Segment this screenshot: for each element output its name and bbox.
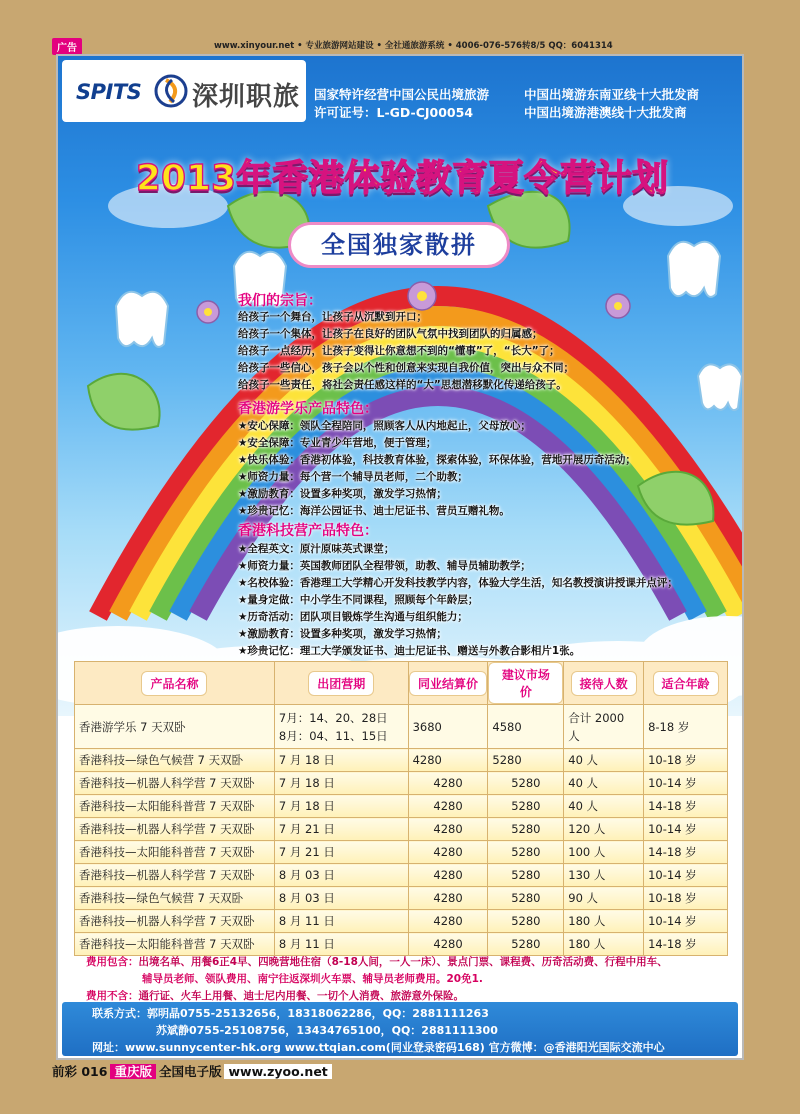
cell-age: 8-18 岁	[644, 705, 728, 749]
col-header-product: 产品名称	[75, 662, 275, 705]
top-info-line: www.xinyour.net • 专业旅游网站建设 • 全社通旅游系统 • 4006-076-576转8/5 QQ：6041314	[214, 41, 613, 51]
col-header-age: 适合年龄	[644, 662, 728, 705]
poster-banner	[58, 56, 742, 716]
page-number: 前彩 016	[52, 1064, 108, 1079]
cell-age: 14-18 岁	[644, 933, 728, 956]
main-title: 2013年香港体验教育夏令营计划	[135, 158, 669, 199]
fees-exclude-text: 通行证、火车上用餐、迪士尼内用餐、一切个人消费、旅游意外保险。	[138, 990, 464, 1002]
cell-dates: 8 月 11 日	[274, 910, 408, 933]
price-table	[74, 661, 728, 956]
hk-study-feature: ★师资力量：每个营一个辅导员老师，二个助教；	[238, 471, 468, 483]
cell-trade-price: 4280	[408, 772, 488, 795]
license-block-right	[524, 86, 699, 122]
contact-line-1: 联系方式：郭明晶0755-25132656，18318062286，QQ：2881111263	[92, 1007, 489, 1020]
cell-people: 40 人	[564, 772, 644, 795]
company-logo	[62, 60, 306, 122]
cell-product: 香港科技—机器人科学营 7 天双卧	[75, 818, 275, 841]
table-row	[75, 818, 728, 841]
contact-panel	[62, 1002, 738, 1056]
table-header-row	[75, 662, 728, 705]
cell-market-price: 5280	[488, 818, 564, 841]
col-header-dates: 出团营期	[274, 662, 408, 705]
page-footer	[52, 1062, 332, 1082]
cell-market-price: 5280	[488, 910, 564, 933]
cell-product: 香港游学乐 7 天双卧	[75, 705, 275, 749]
col-header-market-price: 建议市场价	[488, 662, 564, 705]
hk-tech-feature: ★量身定做：中小学生不同课程，照顾每个年龄层；	[238, 594, 479, 606]
license-line-4: 中国出境游港澳线十大批发商	[524, 105, 687, 120]
cell-market-price: 5280	[488, 933, 564, 956]
cell-dates	[274, 705, 408, 749]
cell-people: 130 人	[564, 864, 644, 887]
cell-people: 合计 2000 人	[564, 705, 644, 749]
purpose-heading: 我们的宗旨：	[238, 293, 322, 309]
fees-include-cont: 辅导员老师、领队费用、南宁往返深圳火车票、辅导员老师费用。20免1.	[142, 973, 483, 985]
purpose-line: 给孩子一个舞台，让孩子从沉默到开口；	[238, 311, 427, 323]
advert-sheet	[56, 54, 744, 1060]
cell-trade-price: 4280	[408, 933, 488, 956]
fees-block	[86, 954, 726, 1005]
fees-include-text: 出境名单、用餐6正4早、四晚营地住宿（8-18人间，一人一床）、景点门票、课程费、历奇活动费、行程中用车、	[138, 956, 668, 968]
purpose-line: 给孩子一些信心，孩子会以个性和创意来实现自我价值，突出与众不同；	[238, 362, 574, 374]
cell-dates: 7 月 18 日	[274, 795, 408, 818]
cell-people: 40 人	[564, 795, 644, 818]
dates-line: 7月：14、20、28日	[278, 710, 388, 725]
cell-trade-price: 4280	[408, 887, 488, 910]
license-block-left	[314, 86, 489, 122]
cell-trade-price: 4280	[408, 749, 488, 772]
cell-market-price: 5280	[488, 887, 564, 910]
fees-include-label: 费用包含：	[86, 956, 139, 968]
cell-product: 香港科技—机器人科学营 7 天双卧	[75, 864, 275, 887]
license-line-3: 中国出境游东南亚线十大批发商	[524, 87, 700, 102]
hk-study-feature: ★快乐体验：香港初体验，科技教育体验，探索体验，环保体验，营地开展历奇活动；	[238, 454, 636, 466]
contact-line-3: 网址：www.sunnycenter-hk.org www.ttqian.com(同业登录密码168) 官方微博：@香港阳光国际交流中心	[92, 1041, 665, 1054]
cell-dates: 7 月 21 日	[274, 841, 408, 864]
subtitle-badge: 全国独家散拼	[288, 222, 510, 268]
cell-trade-price: 4280	[408, 910, 488, 933]
table-row	[75, 864, 728, 887]
cell-product: 香港科技—绿色气候营 7 天双卧	[75, 749, 275, 772]
hk-study-feature: ★安心保障：领队全程陪同，照顾客人从内地起止，父母放心；	[238, 420, 531, 432]
cell-market-price: 5280	[488, 864, 564, 887]
hk-study-feature: ★珍贵记忆：海洋公园证书、迪士尼证书、营员互赠礼物。	[238, 505, 510, 517]
logo-text-cn: 深圳职旅	[192, 82, 301, 112]
cell-market-price: 4580	[488, 705, 564, 749]
hk-tech-feature: ★历奇活动：团队项目锻炼学生沟通与组织能力；	[238, 611, 468, 623]
cell-market-price: 5280	[488, 841, 564, 864]
purpose-line: 给孩子一个集体，让孩子在良好的团队气氛中找到团队的归属感；	[238, 328, 543, 340]
table-row	[75, 795, 728, 818]
cell-people: 180 人	[564, 933, 644, 956]
cell-trade-price: 4280	[408, 818, 488, 841]
cell-market-price: 5280	[488, 795, 564, 818]
cell-dates: 8 月 11 日	[274, 933, 408, 956]
table-row	[75, 705, 728, 749]
price-table-wrap	[74, 661, 728, 956]
cell-trade-price: 3680	[408, 705, 488, 749]
cell-trade-price: 4280	[408, 864, 488, 887]
license-line-2: 许可证号：L-GD-CJ00054	[314, 105, 474, 120]
col-header-people: 接待人数	[564, 662, 644, 705]
cell-dates: 8 月 03 日	[274, 887, 408, 910]
logo-text-en: SPITS	[76, 80, 142, 104]
cell-people: 90 人	[564, 887, 644, 910]
cell-dates: 7 月 18 日	[274, 772, 408, 795]
cell-people: 100 人	[564, 841, 644, 864]
hk-study-heading: 香港游学乐产品特色：	[238, 401, 378, 417]
cell-age: 10-14 岁	[644, 818, 728, 841]
cell-dates: 7 月 21 日	[274, 818, 408, 841]
hk-tech-heading: 香港科技营产品特色：	[238, 523, 378, 539]
logo-mark-icon	[154, 74, 188, 108]
cell-product: 香港科技—机器人科学营 7 天双卧	[75, 910, 275, 933]
cell-age: 14-18 岁	[644, 795, 728, 818]
purpose-line: 给孩子一点经历，让孩子变得让你意想不到的“懂事”了，“长大”了；	[238, 345, 560, 357]
cell-product: 香港科技—绿色气候营 7 天双卧	[75, 887, 275, 910]
dates-line: 8月：04、11、15日	[278, 728, 388, 743]
cell-people: 40 人	[564, 749, 644, 772]
cell-people: 120 人	[564, 818, 644, 841]
top-strip	[0, 36, 800, 56]
hk-tech-feature: ★珍贵记忆：理工大学颁发证书、迪士尼证书、赠送与外教合影相片1张。	[238, 645, 581, 657]
cell-trade-price: 4280	[408, 841, 488, 864]
ad-badge: 广告	[52, 38, 82, 55]
cell-age: 10-18 岁	[644, 749, 728, 772]
cell-age: 10-14 岁	[644, 772, 728, 795]
table-row	[75, 841, 728, 864]
cell-age: 10-14 岁	[644, 864, 728, 887]
hk-study-feature: ★安全保障：专业青少年营地，便于管理；	[238, 437, 437, 449]
table-row	[75, 933, 728, 956]
fees-include	[86, 954, 726, 971]
cell-dates: 8 月 03 日	[274, 864, 408, 887]
fees-exclude-label: 费用不含：	[86, 990, 139, 1002]
cell-product: 香港科技—太阳能科普营 7 天双卧	[75, 795, 275, 818]
hk-tech-feature: ★激励教育：设置多种奖项，激发学习热情；	[238, 628, 447, 640]
cell-market-price: 5280	[488, 749, 564, 772]
cell-age: 10-14 岁	[644, 910, 728, 933]
table-row	[75, 772, 728, 795]
cell-people: 180 人	[564, 910, 644, 933]
hk-study-feature: ★激励教育：设置多种奖项，激发学习热情；	[238, 488, 447, 500]
hk-tech-feature: ★师资力量：英国教师团队全程带领，助教、辅导员辅助教学；	[238, 560, 531, 572]
table-row	[75, 887, 728, 910]
hk-tech-feature: ★名校体验：香港理工大学精心开发科技教学内容，体验大学生活，知名教授演讲授课并点评；	[238, 577, 678, 589]
hk-tech-feature: ★全程英文：原汁原味英式课堂；	[238, 543, 395, 555]
edition-badge: 重庆版	[110, 1064, 156, 1079]
purpose-line: 给孩子一些责任，将社会责任感这样的“大”思想潜移默化传递给孩子。	[238, 379, 567, 391]
cell-age: 14-18 岁	[644, 841, 728, 864]
table-row	[75, 910, 728, 933]
cell-trade-price: 4280	[408, 795, 488, 818]
cell-product: 香港科技—机器人科学营 7 天双卧	[75, 772, 275, 795]
license-line-1: 国家特许经营中国公民出境旅游	[314, 87, 490, 102]
edition-label: 全国电子版	[158, 1064, 222, 1079]
cell-age: 10-18 岁	[644, 887, 728, 910]
cell-dates: 7 月 18 日	[274, 749, 408, 772]
contact-line-2: 苏斌静0755-25108756，13434765100，QQ：2881111300	[156, 1024, 498, 1037]
cell-product: 香港科技—太阳能科普营 7 天双卧	[75, 933, 275, 956]
col-header-trade-price: 同业结算价	[408, 662, 488, 705]
cell-product: 香港科技—太阳能科普营 7 天双卧	[75, 841, 275, 864]
cell-market-price: 5280	[488, 772, 564, 795]
footer-site-link[interactable]: www.zyoo.net	[224, 1064, 331, 1079]
table-row	[75, 749, 728, 772]
